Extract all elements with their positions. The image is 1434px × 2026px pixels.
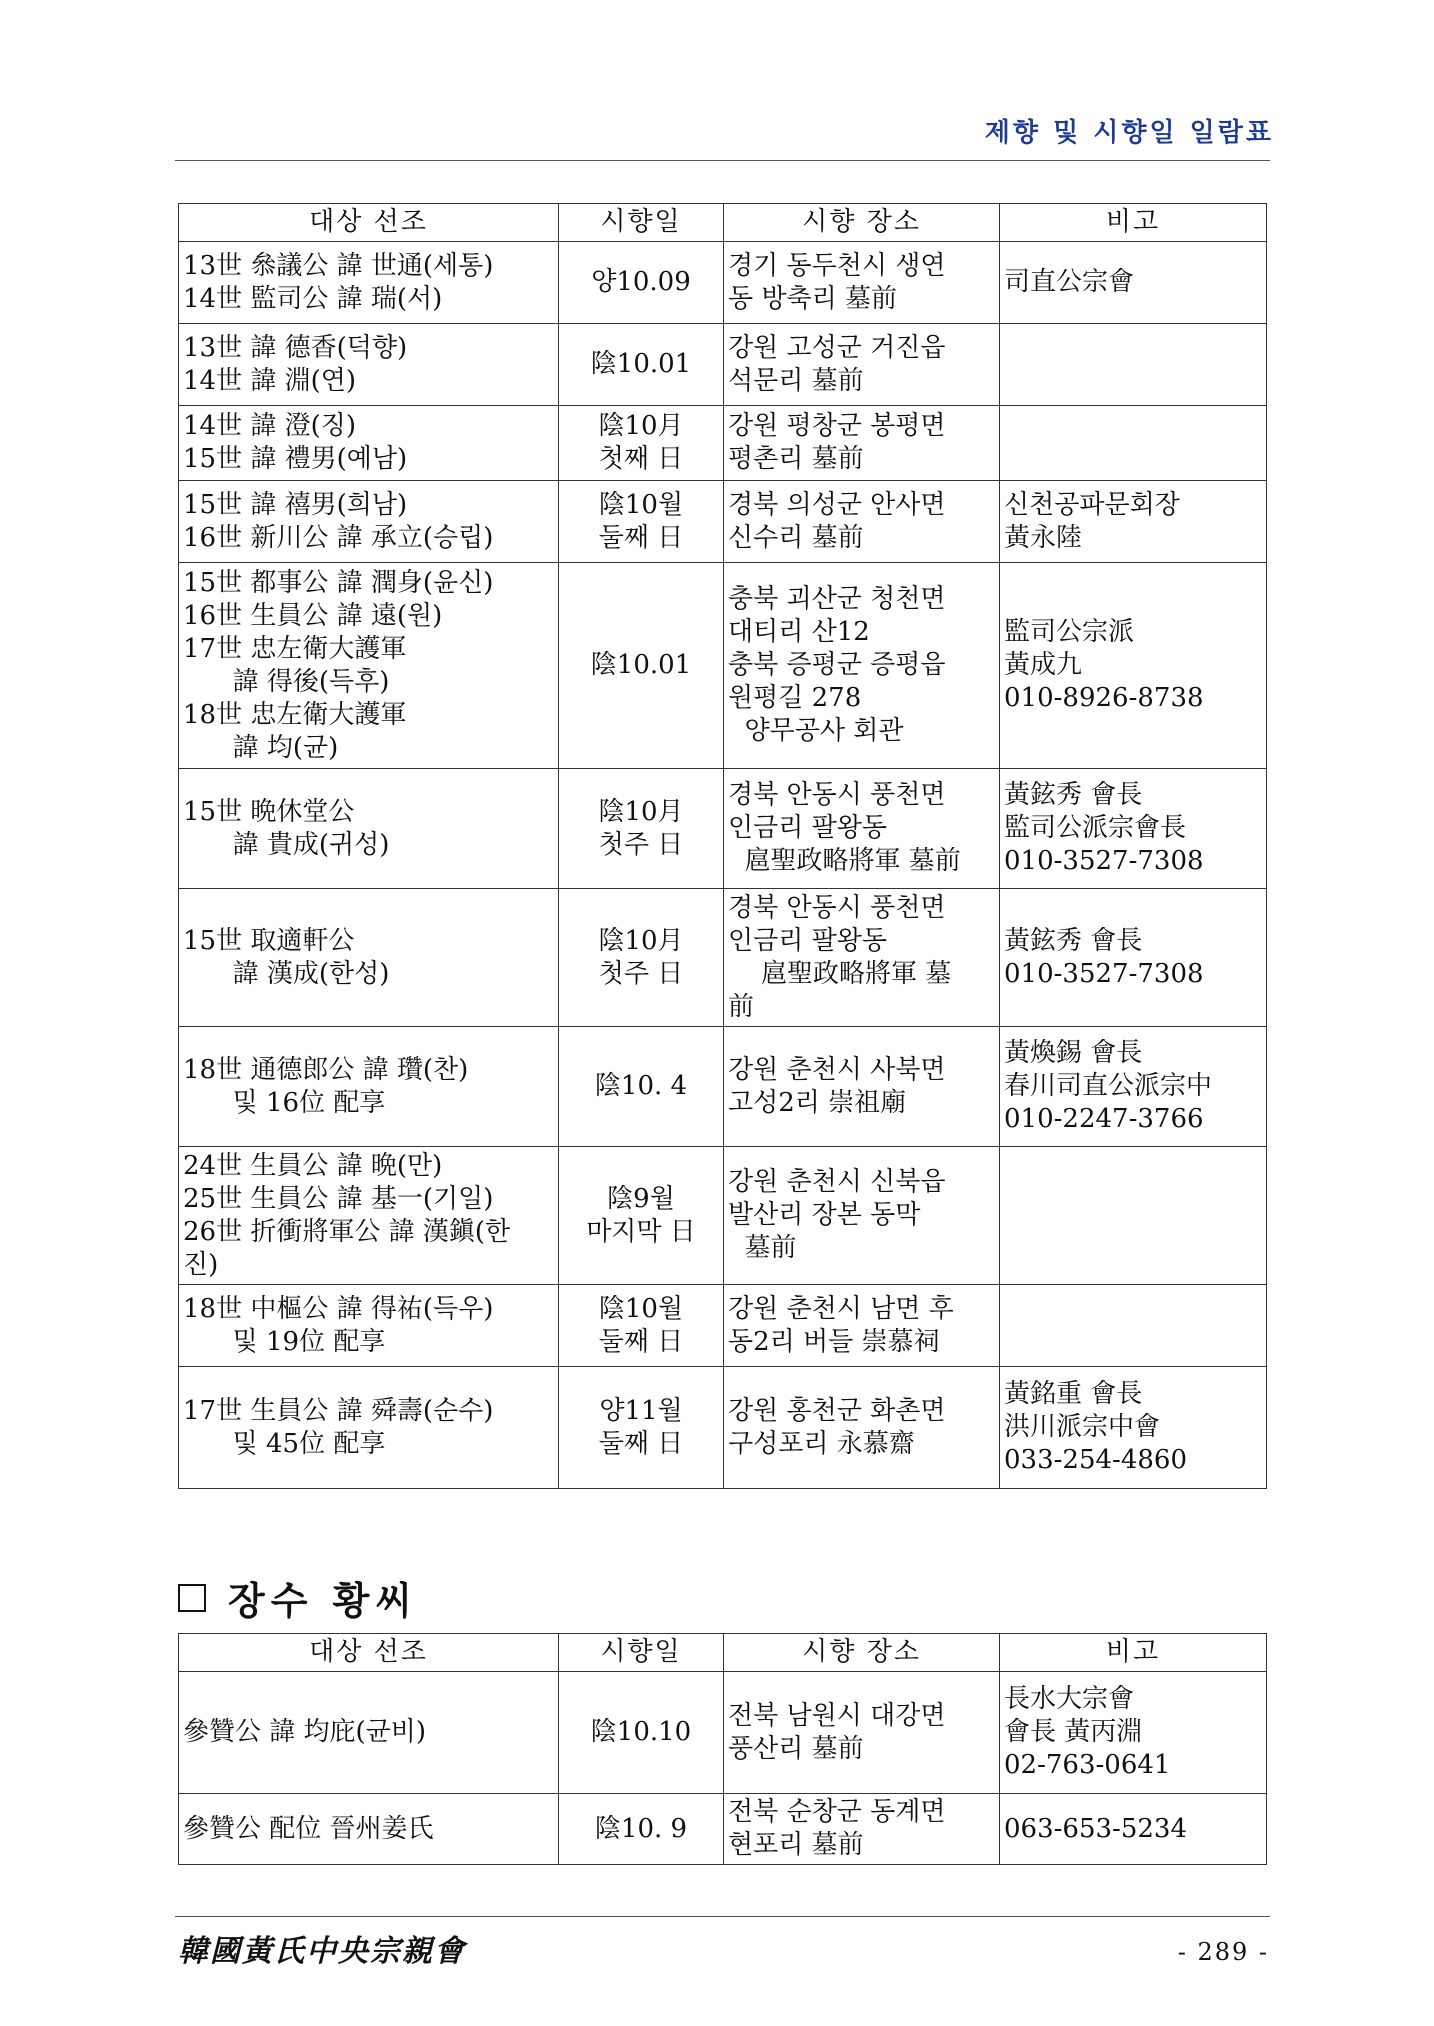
date-cell	[559, 1285, 724, 1367]
header-note: 비고	[1000, 1634, 1267, 1672]
ancestor-line: 15世 都事公 諱 潤身(윤신)	[183, 567, 494, 598]
date-line: 陰10월	[598, 489, 684, 520]
table-row	[179, 481, 1267, 563]
note-cell	[1000, 1367, 1267, 1489]
note-line: 司直公宗會	[1004, 267, 1135, 297]
note-line: 黃成九	[1004, 650, 1083, 680]
date-cell	[559, 889, 724, 1027]
place-line: 경북 안동시 풍천면	[728, 780, 946, 810]
date-line: 陰10月	[598, 411, 684, 441]
jangsu-hwang-schedule-table	[178, 1633, 1267, 1865]
date-line: 첫째 日	[598, 444, 684, 474]
table-body	[179, 242, 1267, 1489]
ancestor-line: 15世 諱 禧男(희남)	[183, 489, 408, 520]
table-row	[179, 563, 1267, 769]
ancestor-line: 諱 均(균)	[183, 732, 339, 763]
date-line: 첫주 日	[598, 829, 684, 860]
note-line: 監司公宗派	[1004, 617, 1135, 647]
ancestor-line: 24世 生員公 諱 晩(만)	[183, 1150, 443, 1181]
ancestor-line: 18世 中樞公 諱 得祐(득우)	[183, 1293, 494, 1324]
note-line: 010-3527-7308	[1004, 846, 1204, 876]
note-cell	[1000, 324, 1267, 406]
ancestor-line: 14世 諱 淵(연)	[183, 365, 357, 396]
note-line: 010-8926-8738	[1004, 683, 1204, 713]
place-line: 원평길 278	[728, 683, 862, 713]
place-cell	[724, 1147, 1000, 1285]
table-row	[179, 1285, 1267, 1367]
memorial-schedule-table	[178, 203, 1267, 1489]
table-row	[179, 1672, 1267, 1794]
place-line: 강원 홍천군 화촌면	[728, 1395, 946, 1426]
table-row	[179, 242, 1267, 324]
note-cell	[1000, 406, 1267, 481]
ancestor-line: 諱 得後(득후)	[183, 666, 390, 697]
note-cell	[1000, 481, 1267, 563]
note-line: 黃鉉秀 會長	[1004, 925, 1143, 956]
place-line: 현포리 墓前	[728, 1830, 864, 1860]
ancestor-cell	[179, 1285, 559, 1367]
note-line: 010-2247-3766	[1004, 1104, 1204, 1134]
place-line: 발산리 장본 동막	[728, 1200, 921, 1230]
date-cell	[559, 242, 724, 324]
ancestor-cell	[179, 1672, 559, 1794]
place-cell	[724, 242, 1000, 324]
ancestor-line: 26世 折衝將軍公 諱 漢鎭(한	[183, 1216, 511, 1247]
ancestor-line: 25世 生員公 諱 基一(기일)	[183, 1183, 494, 1214]
date-cell	[559, 1672, 724, 1794]
header-date: 시향일	[559, 204, 724, 242]
note-line: 010-3527-7308	[1004, 958, 1204, 989]
ancestor-line: 諱 貴成(귀성)	[183, 829, 390, 860]
date-cell	[559, 1147, 724, 1285]
place-line: 풍산리 墓前	[728, 1733, 864, 1764]
date-line: 양10.09	[591, 267, 691, 297]
place-cell	[724, 406, 1000, 481]
header-ancestor: 대상 선조	[179, 1634, 559, 1672]
place-line: 강원 춘천시 사북면	[728, 1054, 946, 1085]
ancestor-line: 諱 漢成(한성)	[183, 958, 390, 989]
place-line: 양무공사 회관	[728, 716, 904, 746]
place-cell	[724, 1367, 1000, 1489]
place-cell	[724, 481, 1000, 563]
ancestor-cell	[179, 769, 559, 889]
note-line: 監司公派宗會長	[1004, 813, 1187, 843]
header-note: 비고	[1000, 204, 1267, 242]
note-line: 033-254-4860	[1004, 1445, 1187, 1475]
date-cell	[559, 324, 724, 406]
date-line: 양11월	[599, 1395, 683, 1426]
place-line: 대티리 산12	[728, 617, 870, 647]
note-cell	[1000, 769, 1267, 889]
date-line: 陰10月	[598, 925, 684, 956]
ancestor-line: 16世 新川公 諱 承立(승립)	[183, 522, 494, 553]
ancestor-cell	[179, 1794, 559, 1865]
date-cell	[559, 769, 724, 889]
ancestor-line: 18世 通德郎公 諱 瓚(찬)	[183, 1054, 469, 1085]
table-row	[179, 1027, 1267, 1147]
table-header-row	[179, 204, 1267, 242]
note-cell	[1000, 1672, 1267, 1794]
note-line: 063-653-5234	[1004, 1813, 1187, 1844]
note-cell	[1000, 242, 1267, 324]
ancestor-line: 및 45位 配享	[183, 1428, 386, 1459]
date-cell	[559, 481, 724, 563]
ancestor-line: 14世 監司公 諱 瑞(서)	[183, 283, 443, 314]
place-cell	[724, 563, 1000, 769]
place-line: 동 방축리 墓前	[728, 283, 897, 314]
table-row	[179, 1147, 1267, 1285]
ancestor-line: 14世 諱 澄(징)	[183, 411, 357, 441]
ancestor-line: 15世 晩休堂公	[183, 796, 355, 827]
place-line: 구성포리 永慕齋	[728, 1428, 915, 1459]
ancestor-line: 진)	[183, 1249, 219, 1280]
place-line: 경북 안동시 풍천면	[728, 892, 946, 923]
ancestor-line: 15世 取適軒公	[183, 925, 355, 956]
ancestor-cell	[179, 242, 559, 324]
date-line: 陰10月	[598, 796, 684, 827]
note-cell	[1000, 563, 1267, 769]
date-line: 둘째 日	[598, 522, 684, 553]
header-place: 시향 장소	[724, 1634, 1000, 1672]
table-row	[179, 1367, 1267, 1489]
place-line: 경북 의성군 안사면	[728, 489, 946, 520]
place-line: 동2리 버들 崇慕祠	[728, 1326, 940, 1357]
ancestor-cell	[179, 889, 559, 1027]
place-cell	[724, 1027, 1000, 1147]
date-line: 마지막 日	[586, 1216, 696, 1247]
date-line: 둘째 日	[598, 1326, 684, 1357]
place-line: 墓前	[728, 1233, 797, 1263]
date-line: 陰10.01	[590, 650, 692, 680]
ancestor-cell	[179, 481, 559, 563]
header-ancestor: 대상 선조	[179, 204, 559, 242]
ancestor-line: 參贊公 諱 均庇(균비)	[183, 1717, 427, 1747]
ancestor-cell	[179, 1367, 559, 1489]
section-title: 장수 황씨	[228, 1579, 419, 1623]
place-line: 前	[728, 991, 755, 1022]
date-line: 陰10.01	[590, 349, 692, 379]
table-row	[179, 324, 1267, 406]
date-cell	[559, 1367, 724, 1489]
place-line: 전북 순창군 동계면	[728, 1797, 946, 1827]
ancestor-line: 17世 生員公 諱 舜壽(순수)	[183, 1395, 494, 1426]
ancestor-line: 17世 忠左衛大護軍	[183, 633, 407, 664]
table-header-row	[179, 1634, 1267, 1672]
note-cell	[1000, 1794, 1267, 1865]
ancestor-cell	[179, 1027, 559, 1147]
note-cell	[1000, 889, 1267, 1027]
place-line: 扈聖政略將軍 墓	[728, 958, 952, 989]
table-row	[179, 889, 1267, 1027]
place-cell	[724, 889, 1000, 1027]
date-cell	[559, 406, 724, 481]
page-number: - 289 -	[1177, 1938, 1269, 1966]
date-line: 陰10월	[598, 1293, 684, 1324]
ancestor-line: 18世 忠左衛大護軍	[183, 699, 407, 730]
section-heading	[178, 1570, 418, 1625]
place-line: 강원 고성군 거진읍	[728, 332, 946, 363]
header-divider	[175, 160, 1270, 161]
ancestor-line: 및 16位 配享	[183, 1087, 386, 1118]
ancestor-cell	[179, 563, 559, 769]
place-line: 평촌리 墓前	[728, 444, 864, 474]
table-row	[179, 1794, 1267, 1865]
date-cell	[559, 563, 724, 769]
note-line: 黃銘重 會長	[1004, 1379, 1143, 1409]
table-row	[179, 769, 1267, 889]
place-line: 강원 춘천시 남면 후	[728, 1293, 954, 1324]
place-cell	[724, 324, 1000, 406]
note-line: 會長 黃丙淵	[1004, 1717, 1143, 1747]
footer-divider	[175, 1916, 1270, 1917]
header-place: 시향 장소	[724, 204, 1000, 242]
place-cell	[724, 1672, 1000, 1794]
place-line: 전북 남원시 대강면	[728, 1700, 946, 1731]
date-line: 陰9월	[607, 1183, 675, 1214]
date-line: 陰10. 4	[594, 1071, 688, 1101]
date-line: 陰10. 9	[594, 1813, 688, 1844]
place-line: 고성2리 崇祖廟	[728, 1087, 907, 1118]
note-line: 신천공파문회장	[1004, 489, 1180, 520]
ancestor-cell	[179, 1147, 559, 1285]
note-line: 黃永陸	[1004, 522, 1083, 553]
ancestor-line: 13世 諱 德香(덕향)	[183, 332, 408, 363]
place-line: 인금리 팔왕동	[728, 925, 887, 956]
ancestor-cell	[179, 406, 559, 481]
ancestor-line: 參贊公 配位 晉州姜氏	[183, 1813, 434, 1844]
place-line: 경기 동두천시 생연	[728, 250, 946, 281]
place-line: 충북 괴산군 청천면	[728, 584, 946, 614]
note-cell	[1000, 1147, 1267, 1285]
place-line: 강원 춘천시 신북읍	[728, 1167, 946, 1197]
note-line: 黃鉉秀 會長	[1004, 780, 1143, 810]
header-date: 시향일	[559, 1634, 724, 1672]
date-cell	[559, 1027, 724, 1147]
place-line: 신수리 墓前	[728, 522, 864, 553]
note-line: 洪川派宗中會	[1004, 1412, 1161, 1442]
footer-organization: 韓國黃氏中央宗親會	[178, 1934, 466, 1969]
ancestor-line: 15世 諱 禮男(예남)	[183, 444, 408, 474]
place-line: 석문리 墓前	[728, 365, 864, 396]
table-body	[179, 1672, 1267, 1865]
place-cell	[724, 769, 1000, 889]
note-line: 黃煥錫 會長	[1004, 1038, 1143, 1068]
place-cell	[724, 1794, 1000, 1865]
ancestor-line: 16世 生員公 諱 遠(원)	[183, 600, 443, 631]
ancestor-line: 및 19位 配享	[183, 1326, 386, 1357]
place-line: 인금리 팔왕동	[728, 813, 887, 843]
note-line: 長水大宗會	[1004, 1684, 1135, 1714]
table-row	[179, 406, 1267, 481]
date-line: 첫주 日	[598, 958, 684, 989]
page-header-title: 제향 및 시향일 일람표	[984, 118, 1274, 148]
note-line: 春川司直公派宗中	[1004, 1071, 1213, 1101]
date-cell	[559, 1794, 724, 1865]
note-cell	[1000, 1027, 1267, 1147]
ancestor-cell	[179, 324, 559, 406]
place-line: 강원 평창군 봉평면	[728, 411, 946, 441]
checkbox-square-icon	[178, 1584, 206, 1612]
date-line: 둘째 日	[598, 1428, 684, 1459]
ancestor-line: 13世 叅議公 諱 世通(세통)	[183, 250, 494, 281]
place-line: 충북 증평군 증평읍	[728, 650, 946, 680]
place-cell	[724, 1285, 1000, 1367]
place-line: 扈聖政略將軍 墓前	[728, 846, 961, 876]
note-cell	[1000, 1285, 1267, 1367]
note-line: 02-763-0641	[1004, 1750, 1171, 1780]
date-line: 陰10.10	[590, 1717, 692, 1747]
